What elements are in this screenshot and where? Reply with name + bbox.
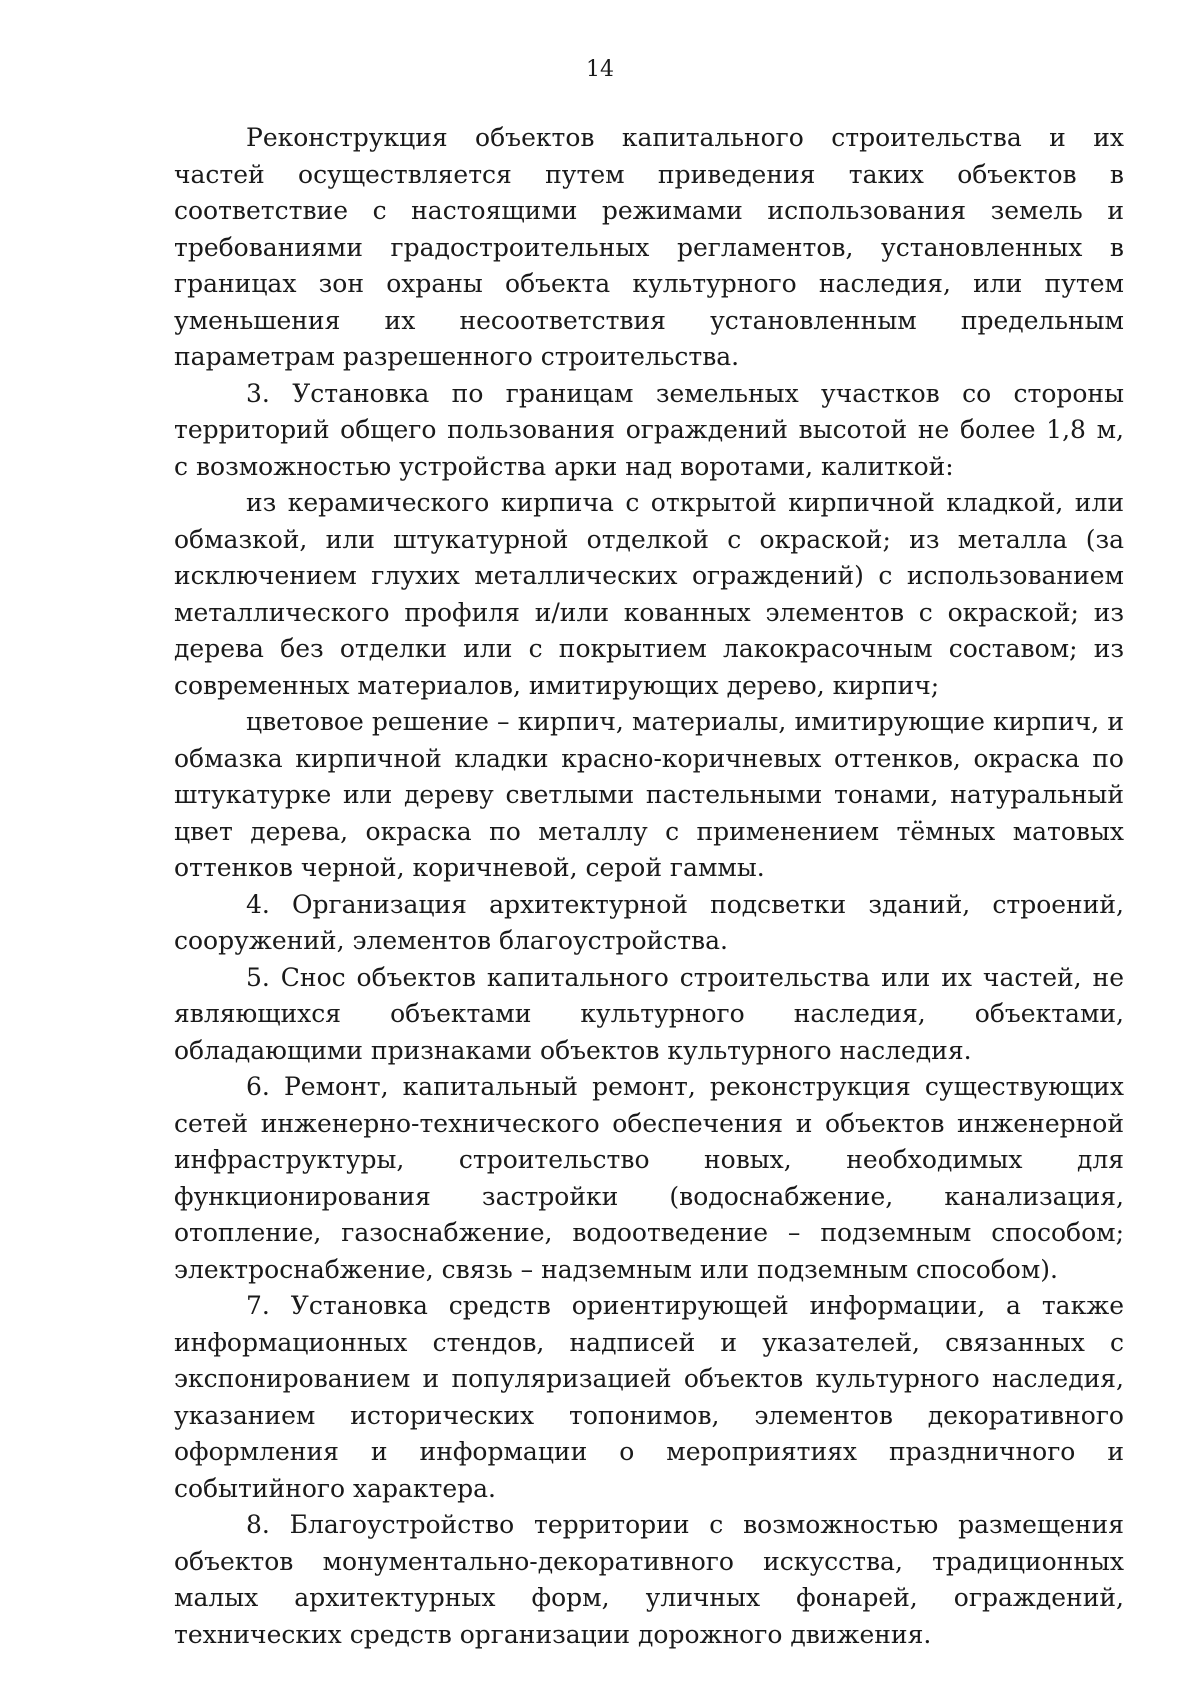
page-number: 14 (586, 57, 614, 82)
paragraph-reconstruction: Реконструкция объектов капитального строительства и их частей осуществляется путем приведения таких объектов в соответствие с настоящими режимами использования земель и требованиями градостроительных регламентов, установленных в границах зон охраны объекта культурного наследия, или путем уменьшения их несоответствия установленным предельным параметрам разрешенного строительства. (174, 123, 1124, 371)
document-body (174, 120, 1124, 1653)
paragraph-item-5-demolition: 5. Снос объектов капитального строительства или их частей, не являющихся объектами культурного наследия, объектами, обладающими признаками объектов культурного наследия. (174, 962, 1124, 1065)
paragraph-item-8-landscaping: 8. Благоустройство территории с возможностью размещения объектов монументально-декоративного искусства, традиционных малых архитектурных форм, уличных фонарей, ограждений, технических средств организации дорожного движения. (174, 1510, 1124, 1649)
paragraph-color-solution: цветовое решение – кирпич, материалы, имитирующие кирпич, и обмазка кирпичной кладки красно-коричневых оттенков, окраска по штукатурке или дереву светлыми пастельными тонами, натуральный цвет дерева, окраска по металлу с применением тёмных матовых оттенков черной, коричневой, серой гаммы. (174, 707, 1124, 882)
paragraph-fence-materials: из керамического кирпича с открытой кирпичной кладкой, или обмазкой, или штукатурной отделкой с окраской; из металла (за исключением глухих металлических ограждений) с использованием металлического профиля и/или кованных элементов с окраской; из дерева без отделки или с покрытием лакокрасочным составом; из современных материалов, имитирующих дерево, кирпич; (174, 488, 1124, 700)
paragraph-item-4-lighting: 4. Организация архитектурной подсветки зданий, строений, сооружений, элементов благоустройства. (174, 889, 1124, 955)
paragraph-item-3-fences: 3. Установка по границам земельных участков со стороны территорий общего пользования ограждений высотой не более 1,8 м, с возможностью устройства арки над воротами, калиткой: (174, 378, 1124, 481)
paragraph-item-6-networks: 6. Ремонт, капитальный ремонт, реконструкция существующих сетей инженерно-технического обеспечения и объектов инженерной инфраструктуры, строительство новых, необходимых для функционирования застройки (водоснабжение, канализация, отопление, газоснабжение, водоотведение – подземным способом; электроснабжение, связь – надземным или подземным способом). (174, 1072, 1124, 1284)
paragraph-item-7-information: 7. Установка средств ориентирующей информации, а также информационных стендов, надписей и указателей, связанных с экспонированием и популяризацией объектов культурного наследия, указанием исторических топонимов, элементов декоративного оформления и информации о мероприятиях праздничного и событийного характера. (174, 1291, 1124, 1503)
